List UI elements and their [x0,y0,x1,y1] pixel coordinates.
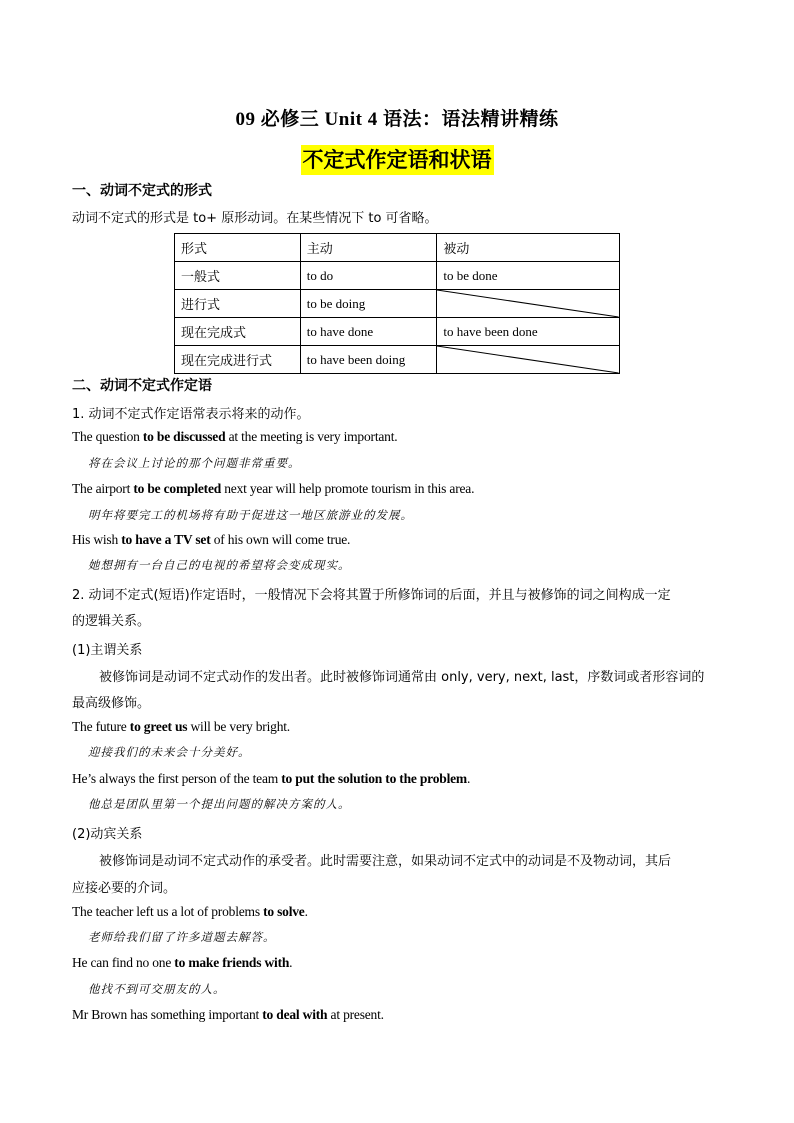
table-row [175,318,620,346]
sub2-description-line1: 被修饰词是动词不定式动作的承受者。此时需要注意，如果动词不定式中的动词是不及物动词，其后 [99,854,672,869]
example-sentence: His wish to have a TV set of his own will come true. [72,532,351,547]
section1-heading: 一、动词不定式的形式 [72,183,212,199]
table-header-cell: 形式 [175,234,301,262]
example-translation: 他总是团队里第一个提出问题的解决方案的人。 [88,797,351,811]
infinitive-forms-table [174,233,620,374]
table-cell-active: to be doing [300,290,437,318]
subtitle-container [0,145,794,175]
table-header-cell: 被动 [437,234,620,262]
document-title: 09 必修三 Unit 4 语法：语法精讲精练 [235,109,559,130]
section2-heading: 二、动词不定式作定语 [72,378,212,394]
example-translation: 她想拥有一台自己的电视的希望将会变成现实。 [88,558,351,572]
table-cell-form: 现在完成式 [175,318,301,346]
table-header-cell: 主动 [300,234,437,262]
table-row [175,346,620,374]
point2-line2: 的逻辑关系。 [72,614,151,629]
point1: 1. 动词不定式作定语常表示将来的动作。 [72,407,310,422]
table-cell-active: to have been doing [300,346,437,374]
sub1-description-line1: 被修饰词是动词不定式动作的发出者。此时被修饰词通常由 only, very, next, last，序数词或者形容词的 [99,670,705,685]
point2-line1: 2. 动词不定式(短语)作定语时，一般情况下会将其置于所修饰词的后面，并且与被修饰的词之间构成一定 [72,588,671,603]
example-sentence: Mr Brown has something important to deal with at present. [72,1007,384,1022]
example-sentence: The teacher left us a lot of problems to solve. [72,904,308,919]
table-cell-form: 现在完成进行式 [175,346,301,374]
example-sentence: The airport to be completed next year will help promote tourism in this area. [72,481,475,496]
example-sentence: He can find no one to make friends with. [72,955,293,970]
highlighted-subtitle: 不定式作定语和状语 [301,145,494,175]
table-header-row [175,234,620,262]
table-cell-form: 进行式 [175,290,301,318]
table-cell-empty-diagonal [437,290,620,318]
table-row [175,290,620,318]
subheading-verb-object: (2)动宾关系 [72,827,143,842]
diagonal-line-icon [437,346,619,373]
table-cell-passive: to have been done [437,318,620,346]
table-cell-empty-diagonal [437,346,620,374]
example-translation: 他找不到可交朋友的人。 [88,982,226,996]
table-cell-form: 一般式 [175,262,301,290]
example-sentence: The question to be discussed at the meeting is very important. [72,429,398,444]
example-sentence: He’s always the first person of the team to put the solution to the problem. [72,771,471,786]
example-translation: 将在会议上讨论的那个问题非常重要。 [88,456,301,470]
table-cell-passive: to be done [437,262,620,290]
table-cell-active: to have done [300,318,437,346]
table-row [175,262,620,290]
example-translation: 明年将要完工的机场将有助于促进这一地区旅游业的发展。 [88,508,413,522]
subheading-subject-predicate: (1)主谓关系 [72,643,143,658]
diagonal-line-icon [437,290,619,317]
sub1-description-line2: 最高级修饰。 [72,696,151,711]
table-cell-active: to do [300,262,437,290]
example-sentence: The future to greet us will be very bright. [72,719,290,734]
example-translation: 老师给我们留了许多道题去解答。 [88,930,276,944]
sub2-description-line2: 应接必要的介词。 [72,881,177,896]
example-translation: 迎接我们的未来会十分美好。 [88,745,251,759]
section1-intro: 动词不定式的形式是 to+ 原形动词。在某些情况下 to 可省略。 [72,211,438,226]
